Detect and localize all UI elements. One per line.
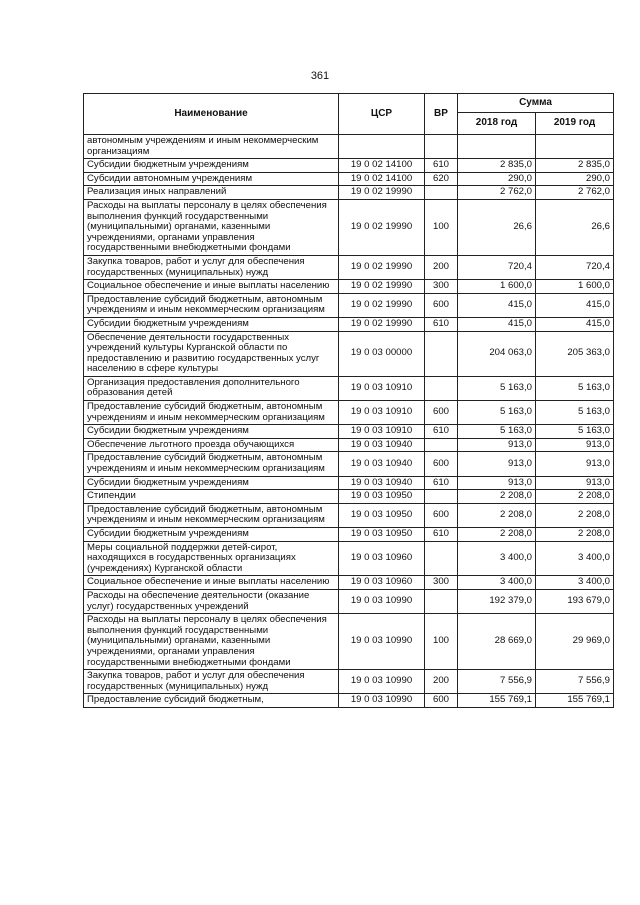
header-vr: ВР — [425, 94, 458, 135]
cell-2019: 415,0 — [536, 317, 614, 331]
cell-2018: 5 163,0 — [458, 401, 536, 425]
cell-name: Закупка товаров, работ и услуг для обеспечения государственных (муниципальных) нужд — [84, 670, 339, 694]
cell-csr: 19 0 03 10950 — [339, 503, 425, 527]
cell-2019: 2 208,0 — [536, 503, 614, 527]
cell-vr: 100 — [425, 614, 458, 670]
cell-2019: 415,0 — [536, 293, 614, 317]
cell-vr: 100 — [425, 199, 458, 255]
cell-vr: 610 — [425, 528, 458, 542]
cell-csr: 19 0 03 10990 — [339, 670, 425, 694]
cell-2018: 913,0 — [458, 438, 536, 452]
cell-csr: 19 0 03 10990 — [339, 589, 425, 613]
cell-name: Реализация иных направлений — [84, 186, 339, 200]
cell-name: Предоставление субсидий бюджетным, автономным учреждениям и иным некоммерческим организациям — [84, 401, 339, 425]
cell-name: Закупка товаров, работ и услуг для обеспечения государственных (муниципальных) нужд — [84, 255, 339, 279]
cell-vr: 200 — [425, 255, 458, 279]
table-row — [84, 528, 614, 542]
cell-vr: 600 — [425, 401, 458, 425]
cell-2019 — [536, 135, 614, 159]
cell-2019: 290,0 — [536, 172, 614, 186]
cell-csr: 19 0 03 10950 — [339, 490, 425, 504]
cell-vr: 600 — [425, 293, 458, 317]
table-row — [84, 438, 614, 452]
cell-2019: 720,4 — [536, 255, 614, 279]
header-sum: Сумма — [458, 94, 614, 113]
cell-csr: 19 0 03 10940 — [339, 452, 425, 476]
cell-csr: 19 0 03 10940 — [339, 476, 425, 490]
table-row — [84, 576, 614, 590]
table-row — [84, 376, 614, 400]
cell-2019: 2 835,0 — [536, 159, 614, 173]
cell-name: Меры социальной поддержки детей-сирот, находящихся в государственных организациях (учреждениях) Курганской области — [84, 541, 339, 576]
cell-name: Предоставление субсидий бюджетным, — [84, 694, 339, 708]
cell-2019: 913,0 — [536, 438, 614, 452]
cell-vr — [425, 589, 458, 613]
table-row — [84, 317, 614, 331]
table-row — [84, 476, 614, 490]
cell-csr: 19 0 03 10960 — [339, 576, 425, 590]
table-row — [84, 199, 614, 255]
cell-name: автономным учреждениям и иным некоммерческим организациям — [84, 135, 339, 159]
cell-name: Стипендии — [84, 490, 339, 504]
table-row — [84, 280, 614, 294]
cell-2018: 913,0 — [458, 476, 536, 490]
cell-2019: 5 163,0 — [536, 401, 614, 425]
cell-2018: 2 208,0 — [458, 490, 536, 504]
cell-vr — [425, 186, 458, 200]
cell-2018: 3 400,0 — [458, 541, 536, 576]
page-number: 361 — [310, 70, 330, 82]
table-row — [84, 503, 614, 527]
cell-2019: 2 762,0 — [536, 186, 614, 200]
cell-vr: 600 — [425, 503, 458, 527]
cell-2018: 2 762,0 — [458, 186, 536, 200]
cell-csr: 19 0 02 19990 — [339, 280, 425, 294]
cell-csr: 19 0 02 14100 — [339, 172, 425, 186]
cell-2018: 7 556,9 — [458, 670, 536, 694]
table-row — [84, 425, 614, 439]
cell-vr — [425, 438, 458, 452]
cell-2018: 415,0 — [458, 293, 536, 317]
cell-name: Предоставление субсидий бюджетным, автономным учреждениям и иным некоммерческим организациям — [84, 452, 339, 476]
header-csr: ЦСР — [339, 94, 425, 135]
cell-2018: 913,0 — [458, 452, 536, 476]
table-row — [84, 172, 614, 186]
cell-vr: 300 — [425, 576, 458, 590]
cell-vr — [425, 490, 458, 504]
cell-name: Субсидии бюджетным учреждениям — [84, 476, 339, 490]
cell-2019: 205 363,0 — [536, 331, 614, 376]
cell-2019: 2 208,0 — [536, 490, 614, 504]
cell-2018: 3 400,0 — [458, 576, 536, 590]
cell-2018: 5 163,0 — [458, 425, 536, 439]
cell-vr — [425, 135, 458, 159]
cell-2018: 155 769,1 — [458, 694, 536, 708]
cell-2019: 5 163,0 — [536, 376, 614, 400]
cell-vr: 600 — [425, 694, 458, 708]
table-row — [84, 331, 614, 376]
cell-2019: 5 163,0 — [536, 425, 614, 439]
cell-csr: 19 0 02 19990 — [339, 186, 425, 200]
table-row — [84, 401, 614, 425]
cell-csr: 19 0 03 10960 — [339, 541, 425, 576]
cell-2018: 204 063,0 — [458, 331, 536, 376]
table-row — [84, 694, 614, 708]
cell-2019: 3 400,0 — [536, 541, 614, 576]
cell-2019: 3 400,0 — [536, 576, 614, 590]
table-row — [84, 452, 614, 476]
cell-csr: 19 0 03 10940 — [339, 438, 425, 452]
cell-csr: 19 0 02 19990 — [339, 199, 425, 255]
cell-name: Обеспечение льготного проезда обучающихся — [84, 438, 339, 452]
cell-name: Расходы на выплаты персоналу в целях обеспечения выполнения функций государственными (муниципальными) органами, казенными учреждениями, органами управления государственными внебюджетными фондами — [84, 614, 339, 670]
table-row — [84, 186, 614, 200]
cell-2018 — [458, 135, 536, 159]
table-row — [84, 135, 614, 159]
cell-2018: 2 208,0 — [458, 503, 536, 527]
cell-2018: 26,6 — [458, 199, 536, 255]
table-row — [84, 159, 614, 173]
cell-vr: 610 — [425, 425, 458, 439]
cell-name: Субсидии бюджетным учреждениям — [84, 425, 339, 439]
cell-name: Социальное обеспечение и иные выплаты населению — [84, 280, 339, 294]
cell-vr: 610 — [425, 476, 458, 490]
cell-2019: 193 679,0 — [536, 589, 614, 613]
cell-name: Расходы на выплаты персоналу в целях обеспечения выполнения функций государственными (муниципальными) органами, казенными учреждениями, органами управления государственными внебюджетными фондами — [84, 199, 339, 255]
cell-name: Расходы на обеспечение деятельности (оказание услуг) государственных учреждений — [84, 589, 339, 613]
cell-csr: 19 0 03 10950 — [339, 528, 425, 542]
cell-csr: 19 0 02 14100 — [339, 159, 425, 173]
cell-2018: 1 600,0 — [458, 280, 536, 294]
table-body — [84, 135, 614, 708]
cell-name: Субсидии автономным учреждениям — [84, 172, 339, 186]
cell-2018: 415,0 — [458, 317, 536, 331]
cell-name: Предоставление субсидий бюджетным, автономным учреждениям и иным некоммерческим организациям — [84, 503, 339, 527]
cell-2019: 913,0 — [536, 476, 614, 490]
cell-name: Социальное обеспечение и иные выплаты населению — [84, 576, 339, 590]
cell-2019: 913,0 — [536, 452, 614, 476]
cell-csr: 19 0 03 10910 — [339, 376, 425, 400]
table-row — [84, 293, 614, 317]
cell-vr: 600 — [425, 452, 458, 476]
table-row — [84, 490, 614, 504]
cell-vr: 620 — [425, 172, 458, 186]
cell-csr: 19 0 02 19990 — [339, 293, 425, 317]
cell-csr: 19 0 03 10910 — [339, 401, 425, 425]
cell-name: Субсидии бюджетным учреждениям — [84, 159, 339, 173]
cell-2018: 720,4 — [458, 255, 536, 279]
cell-vr — [425, 541, 458, 576]
cell-2018: 28 669,0 — [458, 614, 536, 670]
cell-2018: 2 835,0 — [458, 159, 536, 173]
cell-name: Предоставление субсидий бюджетным, автономным учреждениям и иным некоммерческим организациям — [84, 293, 339, 317]
cell-vr: 610 — [425, 159, 458, 173]
budget-table — [83, 93, 614, 708]
cell-2019: 1 600,0 — [536, 280, 614, 294]
table-row — [84, 541, 614, 576]
cell-2019: 2 208,0 — [536, 528, 614, 542]
header-year-2018: 2018 год — [458, 113, 536, 135]
header-name: Наименование — [84, 94, 339, 135]
cell-vr: 200 — [425, 670, 458, 694]
cell-2019: 29 969,0 — [536, 614, 614, 670]
cell-name: Субсидии бюджетным учреждениям — [84, 528, 339, 542]
cell-2019: 7 556,9 — [536, 670, 614, 694]
cell-csr: 19 0 03 10990 — [339, 614, 425, 670]
cell-2019: 155 769,1 — [536, 694, 614, 708]
cell-csr: 19 0 03 10910 — [339, 425, 425, 439]
cell-2018: 192 379,0 — [458, 589, 536, 613]
cell-vr: 300 — [425, 280, 458, 294]
cell-2018: 290,0 — [458, 172, 536, 186]
cell-vr — [425, 331, 458, 376]
table-row — [84, 670, 614, 694]
table-row — [84, 255, 614, 279]
cell-2019: 26,6 — [536, 199, 614, 255]
cell-csr: 19 0 02 19990 — [339, 255, 425, 279]
header-year-2019: 2019 год — [536, 113, 614, 135]
cell-name: Обеспечение деятельности государственных учреждений культуры Курганской области по предоставлению и развитию государственных услуг населению в сфере культуры — [84, 331, 339, 376]
table-row — [84, 589, 614, 613]
cell-2018: 5 163,0 — [458, 376, 536, 400]
cell-csr: 19 0 02 19990 — [339, 317, 425, 331]
cell-name: Организация предоставления дополнительного образования детей — [84, 376, 339, 400]
cell-vr: 610 — [425, 317, 458, 331]
cell-vr — [425, 376, 458, 400]
cell-name: Субсидии бюджетным учреждениям — [84, 317, 339, 331]
table-row — [84, 614, 614, 670]
cell-2018: 2 208,0 — [458, 528, 536, 542]
cell-csr: 19 0 03 10990 — [339, 694, 425, 708]
cell-csr — [339, 135, 425, 159]
cell-csr: 19 0 03 00000 — [339, 331, 425, 376]
